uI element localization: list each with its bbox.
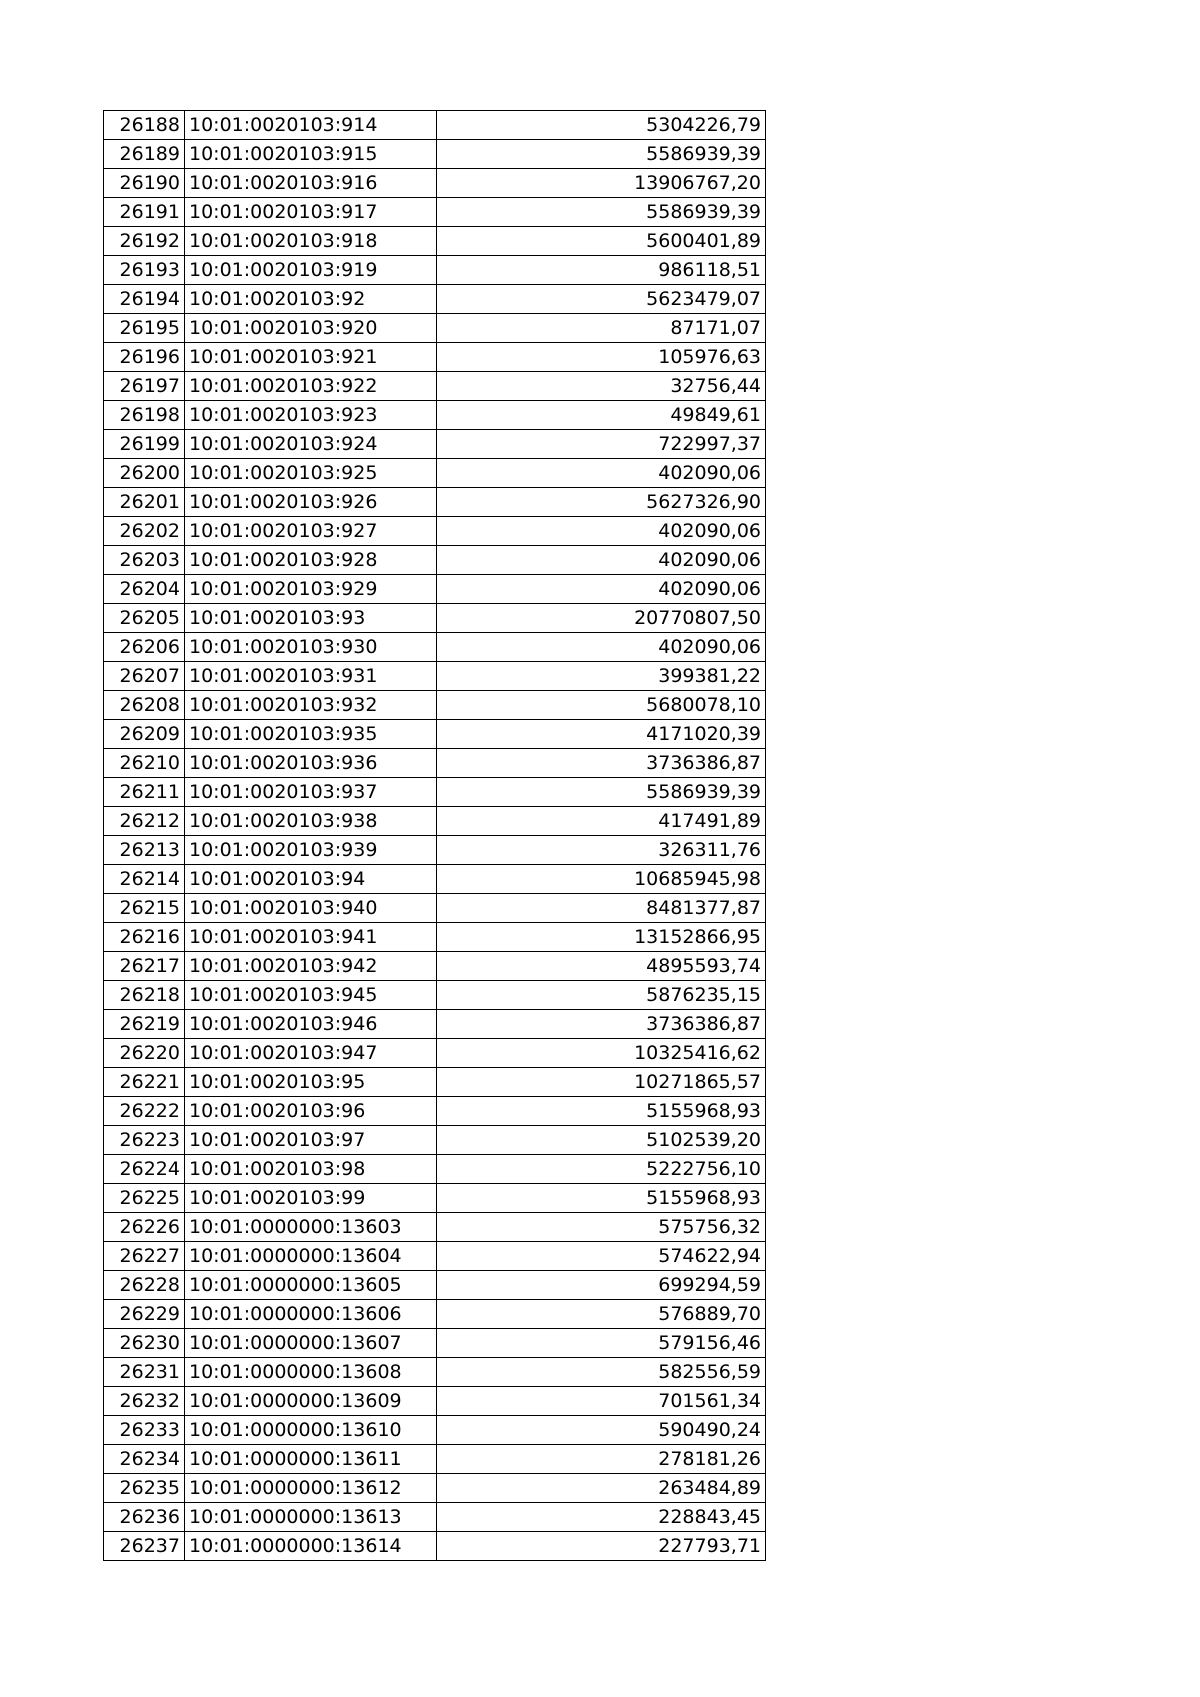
table-row — [104, 1358, 766, 1387]
table-row — [104, 1416, 766, 1445]
value-cell: 402090,06 — [437, 517, 766, 546]
table-row — [104, 1300, 766, 1329]
row-number-cell: 26195 — [104, 314, 185, 343]
table-row — [104, 1068, 766, 1097]
row-number-cell: 26211 — [104, 778, 185, 807]
value-cell: 575756,32 — [437, 1213, 766, 1242]
cadastral-number-cell: 10:01:0020103:932 — [185, 691, 437, 720]
table-row — [104, 1184, 766, 1213]
value-cell: 5586939,39 — [437, 778, 766, 807]
cadastral-number-cell: 10:01:0020103:96 — [185, 1097, 437, 1126]
value-cell: 5586939,39 — [437, 140, 766, 169]
row-number-cell: 26206 — [104, 633, 185, 662]
table-body — [104, 111, 766, 1561]
value-cell: 590490,24 — [437, 1416, 766, 1445]
cadastral-number-cell: 10:01:0020103:919 — [185, 256, 437, 285]
cadastral-number-cell: 10:01:0020103:946 — [185, 1010, 437, 1039]
cadastral-number-cell: 10:01:0020103:941 — [185, 923, 437, 952]
value-cell: 402090,06 — [437, 575, 766, 604]
row-number-cell: 26237 — [104, 1532, 185, 1561]
value-cell: 417491,89 — [437, 807, 766, 836]
table-row — [104, 343, 766, 372]
table-row — [104, 1126, 766, 1155]
value-cell: 3736386,87 — [437, 749, 766, 778]
row-number-cell: 26219 — [104, 1010, 185, 1039]
table-row — [104, 778, 766, 807]
row-number-cell: 26207 — [104, 662, 185, 691]
cadastral-number-cell: 10:01:0020103:914 — [185, 111, 437, 140]
row-number-cell: 26197 — [104, 372, 185, 401]
table-row — [104, 488, 766, 517]
cadastral-number-cell: 10:01:0000000:13614 — [185, 1532, 437, 1561]
row-number-cell: 26221 — [104, 1068, 185, 1097]
table-row — [104, 314, 766, 343]
cadastral-number-cell: 10:01:0000000:13606 — [185, 1300, 437, 1329]
row-number-cell: 26198 — [104, 401, 185, 430]
table-row — [104, 981, 766, 1010]
row-number-cell: 26233 — [104, 1416, 185, 1445]
cadastral-number-cell: 10:01:0020103:935 — [185, 720, 437, 749]
table-row — [104, 517, 766, 546]
value-cell: 10685945,98 — [437, 865, 766, 894]
cadastral-number-cell: 10:01:0020103:924 — [185, 430, 437, 459]
value-cell: 278181,26 — [437, 1445, 766, 1474]
table-row — [104, 662, 766, 691]
table-row — [104, 1242, 766, 1271]
table-row — [104, 372, 766, 401]
row-number-cell: 26213 — [104, 836, 185, 865]
value-cell: 105976,63 — [437, 343, 766, 372]
row-number-cell: 26228 — [104, 1271, 185, 1300]
value-cell: 5876235,15 — [437, 981, 766, 1010]
table-row — [104, 1329, 766, 1358]
value-cell: 87171,07 — [437, 314, 766, 343]
cadastral-number-cell: 10:01:0020103:94 — [185, 865, 437, 894]
table-row — [104, 633, 766, 662]
table-row — [104, 1474, 766, 1503]
cadastral-number-cell: 10:01:0020103:929 — [185, 575, 437, 604]
cadastral-number-cell: 10:01:0020103:940 — [185, 894, 437, 923]
value-cell: 699294,59 — [437, 1271, 766, 1300]
cadastral-number-cell: 10:01:0000000:13605 — [185, 1271, 437, 1300]
cadastral-number-cell: 10:01:0000000:13612 — [185, 1474, 437, 1503]
value-cell: 5304226,79 — [437, 111, 766, 140]
value-cell: 574622,94 — [437, 1242, 766, 1271]
cadastral-number-cell: 10:01:0020103:97 — [185, 1126, 437, 1155]
value-cell: 326311,76 — [437, 836, 766, 865]
table-row — [104, 227, 766, 256]
table-row — [104, 1010, 766, 1039]
cadastral-number-cell: 10:01:0020103:921 — [185, 343, 437, 372]
row-number-cell: 26202 — [104, 517, 185, 546]
cadastral-number-cell: 10:01:0020103:922 — [185, 372, 437, 401]
value-cell: 701561,34 — [437, 1387, 766, 1416]
row-number-cell: 26189 — [104, 140, 185, 169]
cadastral-number-cell: 10:01:0020103:945 — [185, 981, 437, 1010]
table-row — [104, 1213, 766, 1242]
cadastral-number-cell: 10:01:0020103:947 — [185, 1039, 437, 1068]
cadastral-number-cell: 10:01:0020103:915 — [185, 140, 437, 169]
table-row — [104, 401, 766, 430]
cadastral-number-cell: 10:01:0020103:92 — [185, 285, 437, 314]
cadastral-number-cell: 10:01:0020103:93 — [185, 604, 437, 633]
row-number-cell: 26215 — [104, 894, 185, 923]
cadastral-number-cell: 10:01:0020103:923 — [185, 401, 437, 430]
value-cell: 5155968,93 — [437, 1097, 766, 1126]
row-number-cell: 26201 — [104, 488, 185, 517]
table-row — [104, 285, 766, 314]
cadastral-number-cell: 10:01:0000000:13611 — [185, 1445, 437, 1474]
table-row — [104, 1532, 766, 1561]
cadastral-number-cell: 10:01:0020103:918 — [185, 227, 437, 256]
cadastral-number-cell: 10:01:0020103:99 — [185, 1184, 437, 1213]
row-number-cell: 26190 — [104, 169, 185, 198]
value-cell: 576889,70 — [437, 1300, 766, 1329]
row-number-cell: 26217 — [104, 952, 185, 981]
table-row — [104, 430, 766, 459]
table-row — [104, 1445, 766, 1474]
table-row — [104, 1503, 766, 1532]
value-cell: 5155968,93 — [437, 1184, 766, 1213]
row-number-cell: 26235 — [104, 1474, 185, 1503]
value-cell: 986118,51 — [437, 256, 766, 285]
cadastral-number-cell: 10:01:0020103:936 — [185, 749, 437, 778]
table-row — [104, 1387, 766, 1416]
cadastral-number-cell: 10:01:0020103:928 — [185, 546, 437, 575]
value-cell: 4895593,74 — [437, 952, 766, 981]
table-row — [104, 952, 766, 981]
row-number-cell: 26209 — [104, 720, 185, 749]
row-number-cell: 26191 — [104, 198, 185, 227]
value-cell: 5627326,90 — [437, 488, 766, 517]
cadastral-number-cell: 10:01:0020103:925 — [185, 459, 437, 488]
value-cell: 13906767,20 — [437, 169, 766, 198]
cadastral-number-cell: 10:01:0000000:13607 — [185, 1329, 437, 1358]
cadastral-number-cell: 10:01:0020103:937 — [185, 778, 437, 807]
value-cell: 32756,44 — [437, 372, 766, 401]
row-number-cell: 26196 — [104, 343, 185, 372]
row-number-cell: 26203 — [104, 546, 185, 575]
value-cell: 582556,59 — [437, 1358, 766, 1387]
row-number-cell: 26220 — [104, 1039, 185, 1068]
row-number-cell: 26212 — [104, 807, 185, 836]
row-number-cell: 26194 — [104, 285, 185, 314]
data-table — [103, 110, 766, 1561]
cadastral-number-cell: 10:01:0020103:931 — [185, 662, 437, 691]
table-row — [104, 604, 766, 633]
value-cell: 13152866,95 — [437, 923, 766, 952]
value-cell: 402090,06 — [437, 546, 766, 575]
cadastral-number-cell: 10:01:0020103:938 — [185, 807, 437, 836]
table-row — [104, 1271, 766, 1300]
cadastral-number-cell: 10:01:0020103:942 — [185, 952, 437, 981]
row-number-cell: 26224 — [104, 1155, 185, 1184]
row-number-cell: 26205 — [104, 604, 185, 633]
cadastral-number-cell: 10:01:0020103:926 — [185, 488, 437, 517]
cadastral-number-cell: 10:01:0020103:917 — [185, 198, 437, 227]
row-number-cell: 26232 — [104, 1387, 185, 1416]
value-cell: 4171020,39 — [437, 720, 766, 749]
cadastral-number-cell: 10:01:0020103:920 — [185, 314, 437, 343]
row-number-cell: 26225 — [104, 1184, 185, 1213]
value-cell: 5586939,39 — [437, 198, 766, 227]
cadastral-number-cell: 10:01:0000000:13604 — [185, 1242, 437, 1271]
table-row — [104, 140, 766, 169]
row-number-cell: 26231 — [104, 1358, 185, 1387]
table-row — [104, 865, 766, 894]
cadastral-number-cell: 10:01:0000000:13608 — [185, 1358, 437, 1387]
value-cell: 579156,46 — [437, 1329, 766, 1358]
cadastral-number-cell: 10:01:0020103:95 — [185, 1068, 437, 1097]
row-number-cell: 26218 — [104, 981, 185, 1010]
value-cell: 3736386,87 — [437, 1010, 766, 1039]
cadastral-number-cell: 10:01:0000000:13613 — [185, 1503, 437, 1532]
row-number-cell: 26226 — [104, 1213, 185, 1242]
table-row — [104, 1155, 766, 1184]
cadastral-number-cell: 10:01:0000000:13609 — [185, 1387, 437, 1416]
value-cell: 49849,61 — [437, 401, 766, 430]
row-number-cell: 26230 — [104, 1329, 185, 1358]
value-cell: 5680078,10 — [437, 691, 766, 720]
row-number-cell: 26229 — [104, 1300, 185, 1329]
table-row — [104, 169, 766, 198]
row-number-cell: 26208 — [104, 691, 185, 720]
table-row — [104, 198, 766, 227]
table-row — [104, 807, 766, 836]
cadastral-number-cell: 10:01:0020103:939 — [185, 836, 437, 865]
cadastral-number-cell: 10:01:0000000:13603 — [185, 1213, 437, 1242]
cadastral-number-cell: 10:01:0000000:13610 — [185, 1416, 437, 1445]
table-row — [104, 836, 766, 865]
value-cell: 263484,89 — [437, 1474, 766, 1503]
value-cell: 402090,06 — [437, 459, 766, 488]
row-number-cell: 26216 — [104, 923, 185, 952]
table-row — [104, 720, 766, 749]
table-row — [104, 459, 766, 488]
value-cell: 5222756,10 — [437, 1155, 766, 1184]
row-number-cell: 26204 — [104, 575, 185, 604]
cadastral-number-cell: 10:01:0020103:916 — [185, 169, 437, 198]
cadastral-number-cell: 10:01:0020103:98 — [185, 1155, 437, 1184]
table-row — [104, 575, 766, 604]
value-cell: 20770807,50 — [437, 604, 766, 633]
row-number-cell: 26227 — [104, 1242, 185, 1271]
value-cell: 10271865,57 — [437, 1068, 766, 1097]
row-number-cell: 26236 — [104, 1503, 185, 1532]
value-cell: 10325416,62 — [437, 1039, 766, 1068]
value-cell: 228843,45 — [437, 1503, 766, 1532]
row-number-cell: 26200 — [104, 459, 185, 488]
row-number-cell: 26188 — [104, 111, 185, 140]
value-cell: 227793,71 — [437, 1532, 766, 1561]
value-cell: 5623479,07 — [437, 285, 766, 314]
row-number-cell: 26210 — [104, 749, 185, 778]
table-row — [104, 546, 766, 575]
table-row — [104, 111, 766, 140]
row-number-cell: 26214 — [104, 865, 185, 894]
value-cell: 722997,37 — [437, 430, 766, 459]
cadastral-number-cell: 10:01:0020103:930 — [185, 633, 437, 662]
row-number-cell: 26199 — [104, 430, 185, 459]
row-number-cell: 26193 — [104, 256, 185, 285]
row-number-cell: 26223 — [104, 1126, 185, 1155]
value-cell: 5102539,20 — [437, 1126, 766, 1155]
value-cell: 399381,22 — [437, 662, 766, 691]
row-number-cell: 26192 — [104, 227, 185, 256]
table-row — [104, 923, 766, 952]
table-row — [104, 1097, 766, 1126]
table-row — [104, 256, 766, 285]
table-row — [104, 691, 766, 720]
cadastral-number-cell: 10:01:0020103:927 — [185, 517, 437, 546]
value-cell: 8481377,87 — [437, 894, 766, 923]
value-cell: 402090,06 — [437, 633, 766, 662]
table-row — [104, 894, 766, 923]
table-row — [104, 1039, 766, 1068]
row-number-cell: 26234 — [104, 1445, 185, 1474]
table-row — [104, 749, 766, 778]
row-number-cell: 26222 — [104, 1097, 185, 1126]
value-cell: 5600401,89 — [437, 227, 766, 256]
